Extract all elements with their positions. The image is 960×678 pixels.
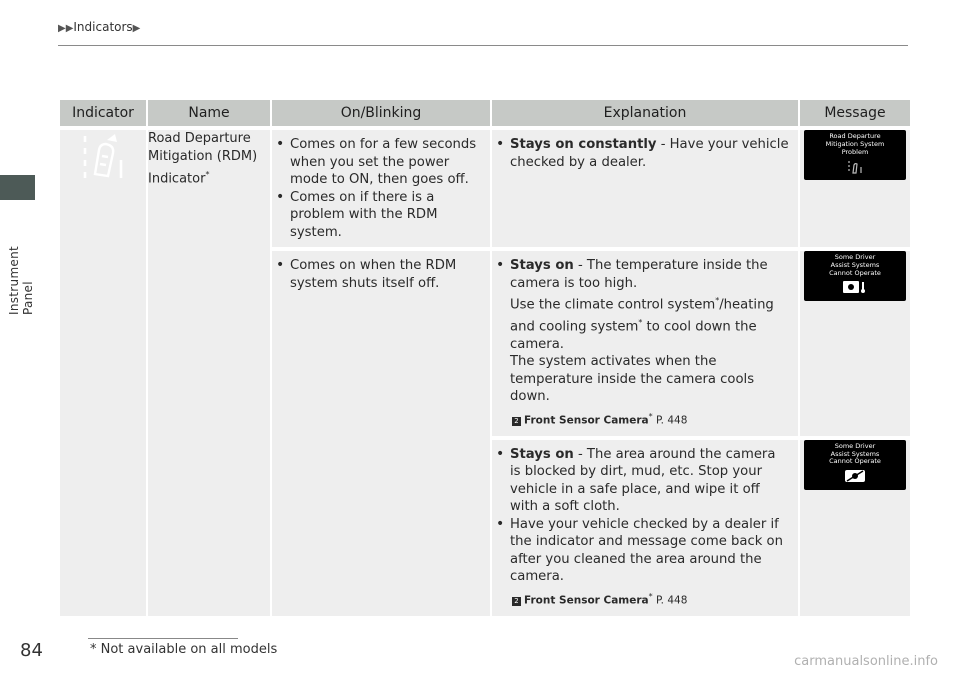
name-cell: Road Departure Mitigation (RDM) Indicator* [148,130,270,616]
footnote-rule [88,638,238,639]
footnote: * Not available on all models [90,642,278,657]
rdm-problem-message-screen: Road Departure Mitigation System Problem [804,130,906,180]
header-indicator: Indicator [60,100,146,126]
list-item: • Have your vehicle checked by a dealer if the indicator and message come back on after you cleaned the area around the camera. [508,516,790,586]
on-blinking-cell [272,251,490,616]
explanation-cell [492,251,798,436]
reference-arrow-icon: 2 [512,417,521,426]
message-cell [800,130,910,247]
camera-temperature-icon [842,280,868,294]
watermark: carmanualsonline.info [794,654,938,669]
explanation-cell [492,440,798,616]
message-cell [800,251,910,436]
explanation-cell [492,130,798,247]
reference-arrow-icon: 2 [512,597,521,606]
page-number: 84 [20,640,43,661]
header-message: Message [800,100,910,126]
list-item: • Stays on constantly - Have your vehicle checked by a dealer. [508,136,790,171]
list-item: • Comes on for a few seconds when you set the power mode to ON, then goes off. [288,136,482,189]
cross-reference-link[interactable]: 2 Front Sensor Camera* P. 448 [508,588,790,610]
table-header-row [60,100,910,126]
chapter-tab [0,175,35,200]
camera-temperature-message-screen: Some Driver Assist Systems Cannot Operate [804,251,906,301]
camera-blocked-icon [844,469,866,483]
breadcrumb: ▶▶Indicators▶ [58,20,141,34]
cross-reference-link[interactable]: 2 Front Sensor Camera* P. 448 [508,408,790,430]
indicator-table [58,96,912,620]
rdm-small-icon [847,159,863,175]
header-name: Name [148,100,270,126]
list-item: • Comes on if there is a problem with the RDM system. [288,189,482,242]
breadcrumb-section[interactable]: Indicators [73,20,133,34]
table-row [60,130,910,247]
list-item: • Comes on when the RDM system shuts itself off. [288,257,482,292]
chapter-label: Instrument Panel [7,245,35,315]
header-explanation: Explanation [492,100,798,126]
on-blinking-cell [272,130,490,247]
indicator-cell [60,130,146,616]
camera-blocked-message-screen: Some Driver Assist Systems Cannot Operate [804,440,906,490]
header-rule [58,45,908,46]
rdm-indicator-icon [81,130,125,180]
header-on-blinking: On/Blinking [272,100,490,126]
list-item: • Stays on - The area around the camera is blocked by dirt, mud, etc. Stop your vehicle in a safe place, and wipe it off with a soft cloth. [508,446,790,516]
list-item: • Stays on - The temperature inside the camera is too high. Use the climate control system*/heating and cooling system* to cool down the camera. The system activates when the temperature inside the camera cools down. [508,257,790,406]
message-cell [800,440,910,616]
